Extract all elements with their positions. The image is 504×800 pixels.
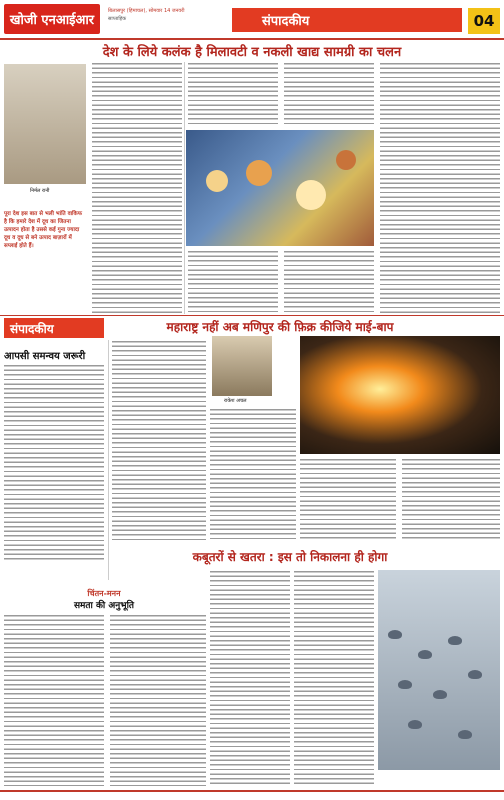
editorial-section-label: संपादकीय [4,318,104,338]
divider [108,340,109,580]
section-title: संपादकीय [232,8,462,32]
divider [184,62,185,314]
food-stall-photo [186,130,374,246]
divider [0,315,504,316]
article-column [92,62,182,314]
article-column [380,62,500,314]
section-label: चिंतन-मनन [87,589,121,598]
article-column [402,458,500,540]
lower-left-headline: समता की अनुभूति [73,601,135,611]
top-story-headline: देश के लिये कलंक है मिलावटी व नकली खाद्य सामग्री का चलन [102,45,402,60]
author-name: राकेश अचल [224,398,247,404]
masthead [0,0,504,40]
edition-label: साप्ताहिक [108,16,127,22]
fire-photo [300,336,500,454]
page-number: 04 [468,8,500,34]
editorial-headline: महाराष्ट्र नहीं अब मणिपुर की फ़िक्र कीजिये माई-बाप [166,320,394,334]
article-column [210,408,296,540]
article-column [300,458,396,540]
column-title: आपसी समन्वय जरूरी [4,351,86,362]
article-column [4,614,104,786]
article-column [188,250,278,314]
article-column [284,62,374,126]
pigeons-photo [378,570,500,770]
article-column [110,614,206,786]
divider [0,790,504,792]
article-column [4,364,104,562]
divider [0,38,504,40]
article-column [188,62,278,126]
pull-quote: पूरा देश इस बात से भली भांति वाकिफ है कि हमारे देश में दूध का जितना उत्पादन होता है उससे कई गुना ज्यादा दूध व दूध से बने उत्पाद बाज़ारों में सप्लाई होते हैं। [4,211,82,249]
author-photo [4,64,86,184]
pigeon-story-headline: कबूतरों से खतरा : इस तो निकालना ही होगा [192,550,388,564]
article-column [294,570,374,786]
article-column [210,570,290,786]
author-name: निर्मल रानी [30,188,50,194]
article-column [112,340,206,540]
dateline: बिलासपुर (हिमाचल), सोमवार 14 जनवरी [108,8,185,14]
author-photo [212,336,272,396]
newspaper-logo: खोजी एनआईआर [4,4,100,34]
article-column [284,250,374,314]
